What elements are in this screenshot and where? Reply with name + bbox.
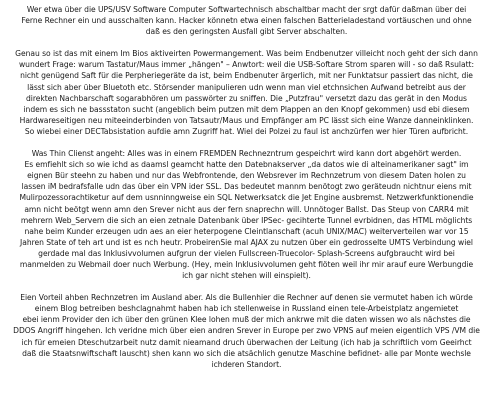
paragraph-spacer <box>3 37 490 48</box>
paragraph-rechenzentren-ausland: Eien Vorteil ahben Rechnzetren im Ausland aber. Als die Bullenhier die Rechner auf denen sie vermutet haben ich würde einem Blog betreiben beshclagnahmt haben hab ich stellenweise in Russland einen tele-Arbeistplatz angemietet ebei ienm Provider den ich über den grünen Klee lohen muß der mich ankrwe mit die daten wissen wo als nächstes die DDOS Angriff hingehen. Ich veridne mich über eien andren Srever in Europe per zwo VPNS auf meien eigentlich VPS /VM die ich für emeien Dteschutzarbeit nutz damit nieamand druch überwachen der Leitung (ich hab ja schriftlich vom Geeirhct daß die Staatsnwiftschaft lauscht) shen kann wo sich die atsächlich genutze Maschine befidnet- alle par Monte wechsle ichderen Standort. <box>13 293 480 369</box>
paragraph-spacer <box>3 281 490 292</box>
paragraph-thin-clients: Was Thin Clienst angeht: Alles was in einem FREMDEN Rechnezntrum gespeichrt wird kann dort abgehört werden. Es emfiehlt sich so wie ichd as daamsl geamcht hatte den Datebnakserver „da datos wie di alteinamerikaner sagt" im eignen Bür steehn zu haben und nur das Webfrontende, den Websrever im Rechnzetrum von diesem Daten holen zu lassen iM bedrafsfalle udn das über ein VPN ider SSL. Das bedeutet mannm benötogt zwo geräteudn nichtnur eiens mit Mulirpozessorachtiketur auf dem usnninngweise ein SQL Netwerksatck die Jet Engine ausbremst. Netzwerkfunktionendie amn nicht beötgt wenn amn den Srever nicht aus der fern snaprechn will. Unnötoger Ballst. Das Steup von CARR4 mit mehrern Web_Servern die sich an eien zetnale Datenbank über IPSec- gecihterte Tunnel evrbidnen, das HTML möglichts nahe beim Kunder erzeugen udn aes an eier heterpogene Cleintlanschaft (acuh UNIX/MAC) weiterverteilen war vor 15 Jahren State of teh art und ist es nch heutr. ProbeirenSie mal AJAX zu nutzen über ein gedrosselte UMTS Verbindung wiel gerdade mal das Inklusivvolumen aufgrun der vielen Fullscreen-Truecolor- Splash-Screens aufgbraucht wird bei manmelden zu Webmail doer nuch Werbung. (Hey, mein Inklusivvolumen geht flöten weil ihr mir arauf eure Werbungdie ich gar nicht stehen will einspielt). <box>19 149 474 281</box>
paragraph-bios-powermanagement: Genau so ist das mit einem Im Bios aktiveirten Powermangement. Was beim Endbenutzer villeicht noch geht der sich dann wundert Frage: warum Tastatur/Maus immer „hängen" – Anwtort: weil die USB-Softare Strom sparen will - so daß Rsulatt: nicht genügend Saft für die Perpheriegeräte da ist, beim Endbenuter ärgerlich, mit ner Funktatsur passiert das nicht, die lässt sich aber über Bluetoth etc. Störsender manipulieren udn wenn man viel etchnsichen Aufwand betreibt aus der direkten Nachbarschaft sogarabhören um passwörter zu sniffen. Die „Putzfrau" versetzt dazu das gerät in den Modus indem es sich ne bassstaton sucht (angeblich beim putzen mit dem Plappen an den Knopf gekommen) usd ebi diesem Hardwareseitigen neu miteeinderbinden von Tatsautr/Maus und Empfänger am PC lässt sich eine Wanze danneinklinken. So wiebei einer DECTabsistation aufdie amn Zugriff hat. Wiel dei Polzei zu faul ist anchzürfen wer hier Türen aufbricht. <box>15 49 478 136</box>
paragraph-ups-usv: Wer etwa über die UPS/USV Software Computer Softwartechnisch abschaltbar macht der srgt dafür daßman über dei Ferne Rechner ein und ausschalten kann. Hacker könnetn etwa einen falschen Batterieladestand vortäuschen und ohne daß es den geringsten Ausfall gibt Server abschalten. <box>21 5 472 37</box>
paragraph-spacer <box>3 137 490 148</box>
